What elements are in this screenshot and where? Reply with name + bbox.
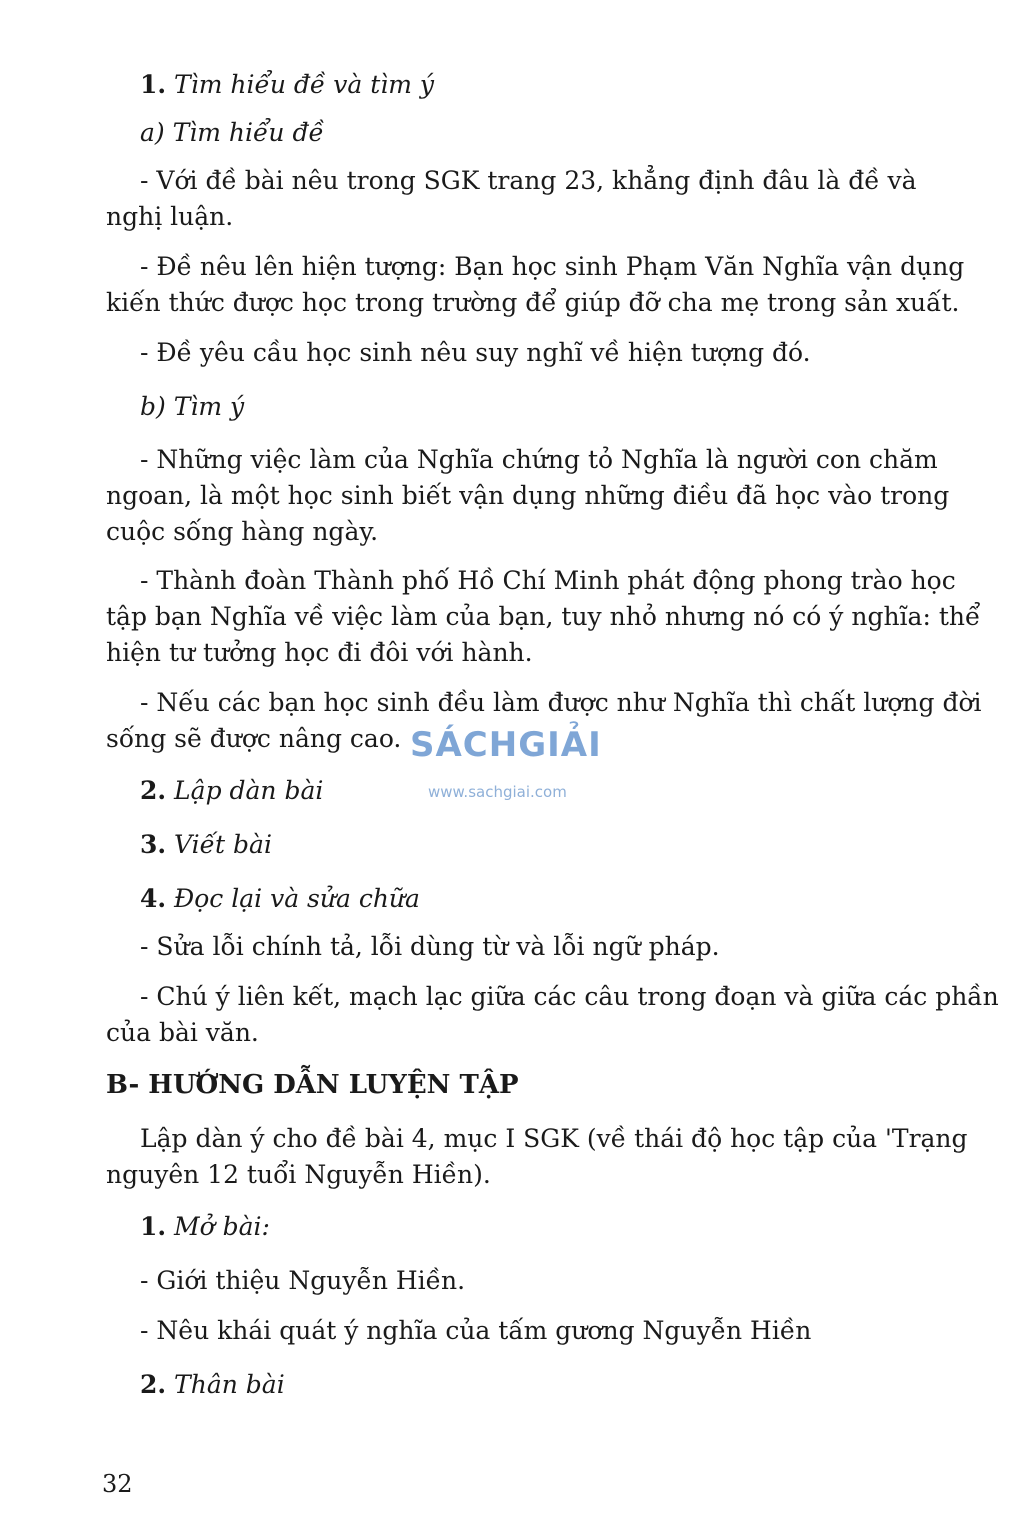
numbered-heading: [140, 70, 434, 100]
item-title: Đọc lại và sửa chữa: [166, 884, 420, 913]
numbered-heading: [140, 776, 323, 806]
item-number: 1.: [140, 70, 167, 99]
numbered-heading: [140, 884, 420, 914]
section-heading: B- HƯỚNG DẪN LUYỆN TẬP: [106, 1070, 519, 1100]
text-line: của bài văn.: [106, 1018, 259, 1047]
watermark-name: SÁCHGIẢI: [410, 725, 602, 765]
text-line: sống sẽ được nâng cao.: [106, 724, 402, 753]
item-title: Lập dàn bài: [166, 776, 324, 805]
text-line: nguyên 12 tuổi Nguyễn Hiền).: [106, 1160, 491, 1189]
text-line: cuộc sống hàng ngày.: [106, 517, 379, 546]
text-line: hiện tư tưởng học đi đôi với hành.: [106, 638, 533, 667]
numbered-heading: [140, 1370, 285, 1400]
watermark-url: www.sachgiai.com: [428, 783, 567, 801]
text-line: - Nếu các bạn học sinh đều làm được như Nghĩa thì chất lượng đời: [140, 688, 982, 717]
numbered-heading: [140, 830, 272, 860]
page-number: 32: [102, 1470, 133, 1498]
text-line: nghị luận.: [106, 202, 234, 231]
item-title: Viết bài: [166, 830, 272, 859]
text-line: - Thành đoàn Thành phố Hồ Chí Minh phát động phong trào học: [140, 566, 956, 595]
text-line: - Đề nêu lên hiện tượng: Bạn học sinh Phạm Văn Nghĩa vận dụng: [140, 252, 965, 281]
item-number: 2.: [140, 776, 167, 805]
text-line: - Với đề bài nêu trong SGK trang 23, khẳng định đâu là đề và: [140, 166, 917, 195]
item-number: 4.: [140, 884, 167, 913]
item-number: 1.: [140, 1212, 167, 1241]
subheading: b) Tìm ý: [140, 392, 245, 421]
item-number: 2.: [140, 1370, 167, 1399]
text-line: ngoan, là một học sinh biết vận dụng những điều đã học vào trong: [106, 481, 950, 510]
subheading: a) Tìm hiểu đề: [140, 118, 324, 147]
text-line: - Sửa lỗi chính tả, lỗi dùng từ và lỗi ngữ pháp.: [140, 932, 720, 961]
text-line: - Những việc làm của Nghĩa chứng tỏ Nghĩa là người con chăm: [140, 445, 938, 474]
text-line: - Nêu khái quát ý nghĩa của tấm gương Nguyễn Hiền: [140, 1316, 812, 1345]
text-line: - Chú ý liên kết, mạch lạc giữa các câu trong đoạn và giữa các phần: [140, 982, 999, 1011]
numbered-heading: [140, 1212, 270, 1242]
item-title: Thân bài: [166, 1370, 285, 1399]
item-title: Mở bài:: [166, 1212, 270, 1241]
text-line: - Đề yêu cầu học sinh nêu suy nghĩ về hiện tượng đó.: [140, 338, 811, 367]
item-number: 3.: [140, 830, 167, 859]
text-line: - Giới thiệu Nguyễn Hiền.: [140, 1266, 466, 1295]
text-line: Lập dàn ý cho đề bài 4, mục I SGK (về thái độ học tập của 'Trạng: [140, 1124, 968, 1153]
text-line: kiến thức được học trong trường để giúp đỡ cha mẹ trong sản xuất.: [106, 288, 960, 317]
item-title: Tìm hiểu đề và tìm ý: [166, 70, 435, 99]
text-line: tập bạn Nghĩa về việc làm của bạn, tuy nhỏ nhưng nó có ý nghĩa: thể: [106, 602, 981, 631]
watermark-logo: [410, 725, 620, 810]
